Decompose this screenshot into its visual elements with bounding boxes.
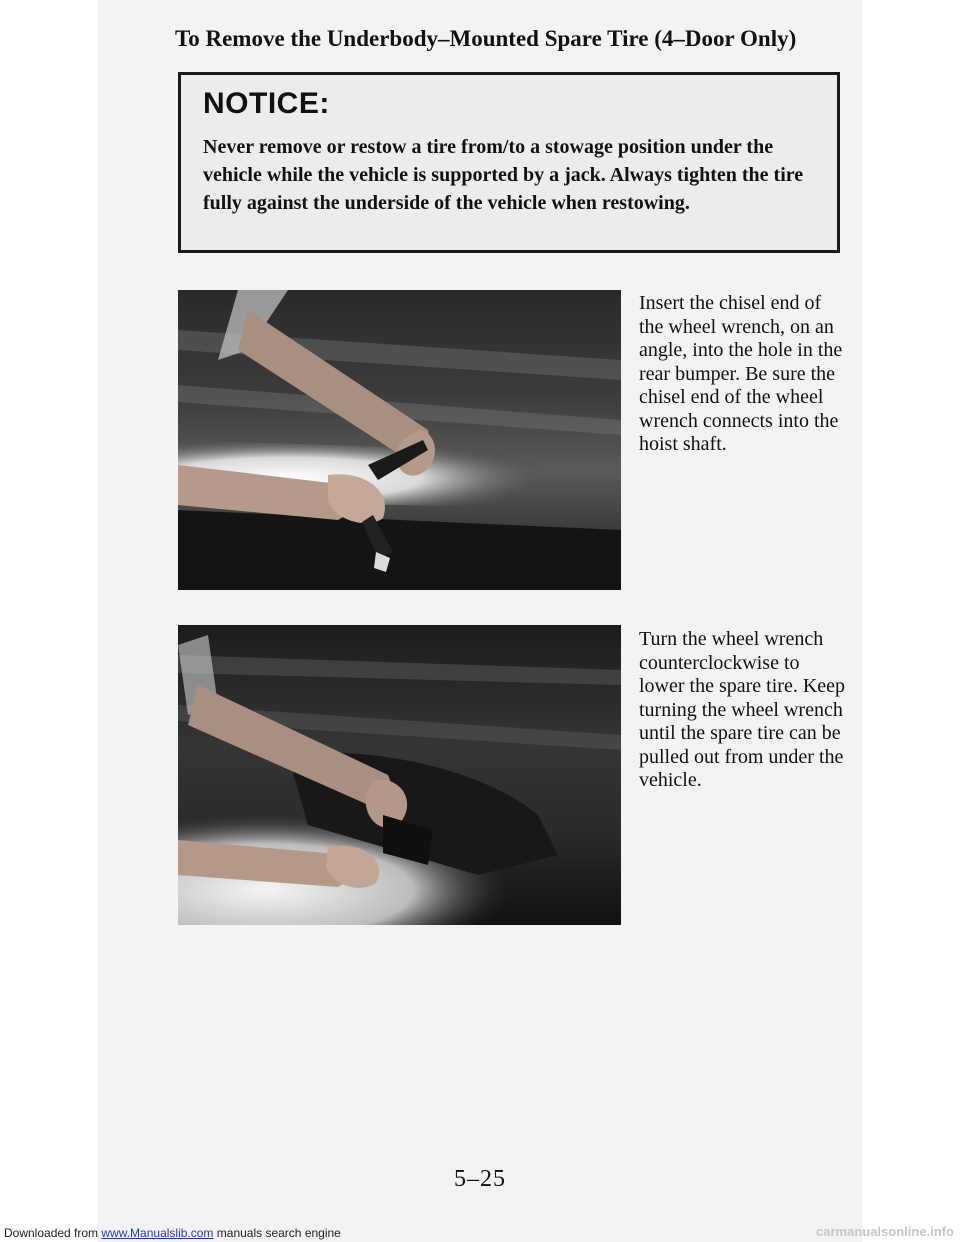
page-number: 5–25 xyxy=(454,1166,506,1192)
manualslib-link[interactable]: www.Manualslib.com xyxy=(101,1226,214,1240)
download-footer xyxy=(4,1226,341,1240)
section-heading: To Remove the Underbody–Mounted Spare Tire (4–Door Only) xyxy=(175,26,797,51)
photo-turn-wrench-illustration xyxy=(178,625,621,925)
footer-prefix: Downloaded from xyxy=(4,1226,102,1240)
footer-suffix: manuals search engine xyxy=(213,1226,341,1240)
photo-insert-wrench-illustration xyxy=(178,290,621,590)
watermark-text: carmanualsonline.info xyxy=(816,1224,954,1239)
notice-box xyxy=(178,72,840,253)
step-1-text: Insert the chisel end of the wheel wrench, on an angle, into the hole in the rear bumper. Be sure the chisel end of the wheel wrench connects into the hoist shaft. xyxy=(639,292,843,455)
photo-turn-wrench xyxy=(178,625,621,925)
notice-title: NOTICE: xyxy=(203,87,330,120)
step-2-text: Turn the wheel wrench counterclockwise to lower the spare tire. Keep turning the wheel wrench until the spare tire can be pulled out from under the vehicle. xyxy=(639,628,846,791)
notice-body: Never remove or restow a tire from/to a stowage position under the vehicle while the vehicle is supported by a jack. Always tighten the tire fully against the underside of the vehicle when restowing. xyxy=(203,136,804,214)
photo-insert-wrench xyxy=(178,290,621,590)
